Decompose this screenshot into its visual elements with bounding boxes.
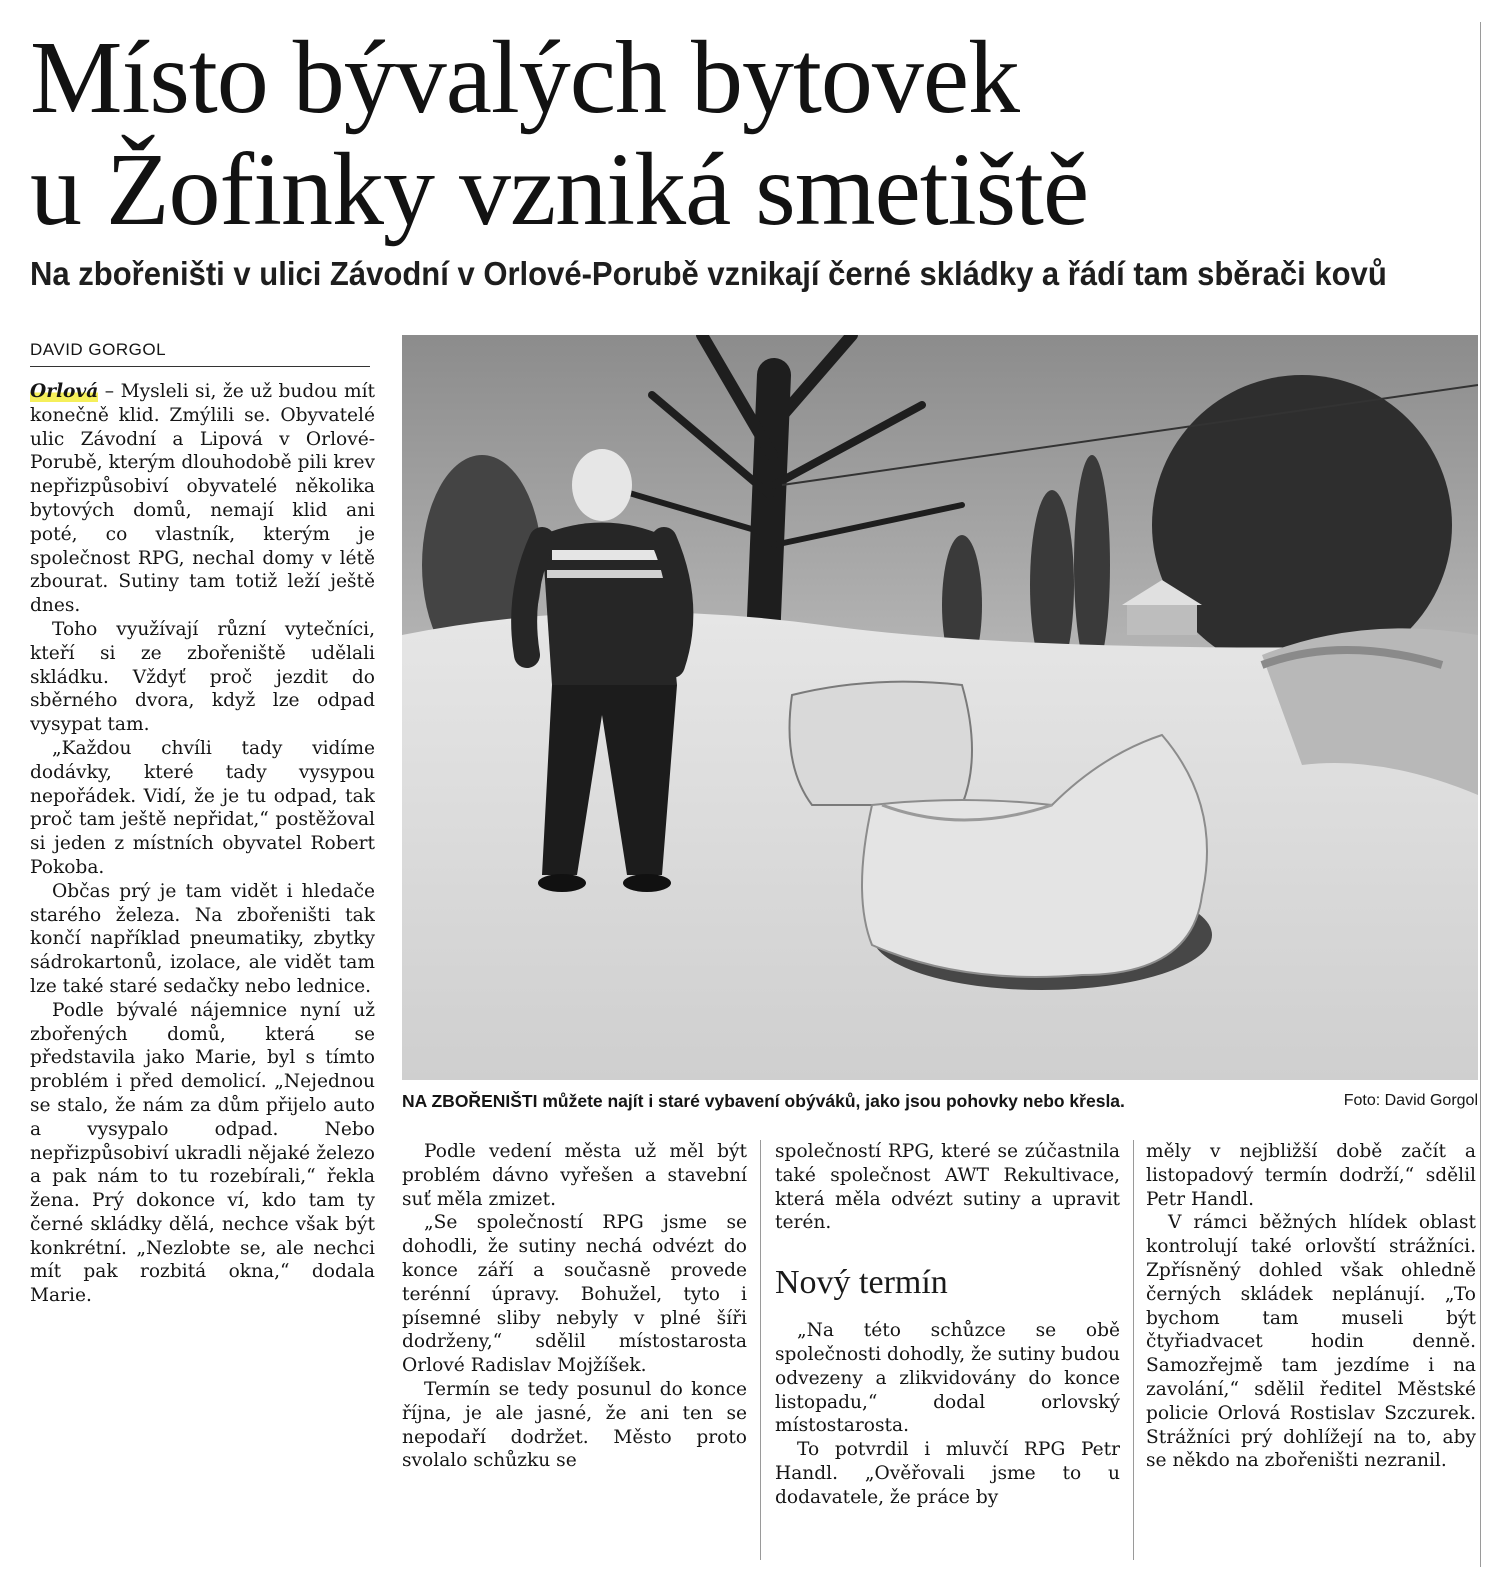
paragraph: Toho využívají různí vytečníci, kteří si ze zbořeniště udělali skládku. Vždyť proč jezdit do sběrného dvora, když lze odpad vysypat tam. xyxy=(30,618,375,736)
dateline: Orlová xyxy=(30,381,99,402)
paragraph: Občas prý je tam vidět i hledače starého železa. Na zbořeništi tak končí například pneumatiky, zbytky sádrokartonů, izolace, ale vidět tam lze také staré sedačky nebo lednice. xyxy=(30,880,375,997)
paragraph: „Každou chvíli tady vidíme dodávky, které tady vysypou nepořádek. Vidí, že je tu odpad, tak proč tam ještě nepřidat,“ postěžoval si jeden z místních obyvatel Robert Pokoba. xyxy=(30,737,375,878)
photo-credit: Foto: David Gorgol xyxy=(1343,1092,1478,1109)
paragraph: Orlová – Mysleli si, že už budou mít konečně klid. Zmýlili se. Obyvatelé ulic Závodní a Lipová v Orlové-Porubě, kterým dlouhodobě pili krev nepřizpůsobiví obyvatelé několika bytových domů, nemají klid ani poté, co vlastník, kterým je společnost RPG, nechal domy v létě zbourat. Sutiny tam totiž leží ještě dnes. xyxy=(30,381,375,617)
caption-text: můžete najít i staré vybavení obýváků, jako jsou pohovky nebo křesla. xyxy=(537,1091,1125,1111)
text-column-1 xyxy=(30,380,375,1550)
text-column-4 xyxy=(1146,1140,1476,1560)
byline: DAVID GORGOL xyxy=(30,340,370,367)
headline-line-2: u Žofinky vzniká smetiště xyxy=(30,132,1089,247)
paragraph: měly v nejbližší době začít a listopadový termín dodrží,“ sdělil Petr Handl. xyxy=(1146,1141,1476,1210)
right-column-rule xyxy=(1480,22,1481,1567)
paragraph: společností RPG, které se zúčastnila také společnost AWT Rekultivace, která měla odvézt sutiny a upravit terén. xyxy=(775,1141,1120,1234)
column-divider xyxy=(760,1140,761,1560)
caption-lead: NA ZBOŘENIŠTI xyxy=(402,1091,538,1111)
paragraph: „Se společností RPG jsme se dohodli, že sutiny nechá odvézt do konce září a současně provede terénní úpravy. Bohužel, tyto i písemné sliby nebyly v plné šíři dodrženy,“ sdělil místostarosta Orlové Radislav Mojžíšek. xyxy=(402,1212,747,1377)
paragraph: V rámci běžných hlídek oblast kontrolují také orlovští strážníci. Zpřísněný dohled však ohledně černých skládek neplánují. „To bychom tam museli být čtyřiadvacet hodin denně. Samozřejmě tam jezdíme i na zavolání,“ sdělil ředitel Městské policie Orlová Rostislav Szczurek. Strážníci prý dohlížejí na to, aby se někdo na zbořeništi nezranil. xyxy=(1146,1212,1476,1472)
text-column-2 xyxy=(402,1140,747,1560)
article-headline xyxy=(30,22,1430,246)
paragraph: To potvrdil i mluvčí RPG Petr Handl. „Ověřovali jsme to u dodavatele, že práce by xyxy=(775,1439,1120,1508)
paragraph: Podle vedení města už měl být problém dávno vyřešen a stavební suť měla zmizet. xyxy=(402,1141,747,1210)
photo-caption xyxy=(402,1090,1478,1112)
section-heading: Nový termín xyxy=(775,1264,948,1302)
photo-snowy-demolition-site xyxy=(402,335,1478,1080)
paragraph: „Na této schůzce se obě společnosti dohodly, že sutiny budou odvezeny a zlikvidovány do konce listopadu,“ dodal orlovský místostarosta. xyxy=(775,1320,1120,1437)
paragraph: Podle bývalé nájemnice nyní už zbořených domů, která se představila jako Marie, byl s tímto problém i před demolicí. „Nejednou se stalo, že nám za dům přijelo auto a vysypalo odpad. Nebo nepřizpůsobiví ukradli nějaké železo a pak nám to tu rozebírali,“ řekla žena. Prý dokonce ví, kdo tam ty černé skládky dělá, nechce však být konkrétní. „Nezlobte se, ale nechci mít pak rozbitá okna,“ dodala Marie. xyxy=(30,999,375,1307)
paragraph: Termín se tedy posunul do konce října, je ale jasné, že ani ten se nepodaří dodržet. Město proto svolalo schůzku se xyxy=(402,1378,747,1472)
article-subheadline: Na zbořeništi v ulici Závodní v Orlové-Porubě vznikají černé skládky a řádí tam sběrači kovů xyxy=(30,255,1387,292)
text-column-3 xyxy=(775,1140,1120,1560)
headline-line-1: Místo bývalých bytovek xyxy=(30,20,1020,135)
column-divider xyxy=(1133,1140,1134,1560)
article-photo xyxy=(402,335,1478,1080)
